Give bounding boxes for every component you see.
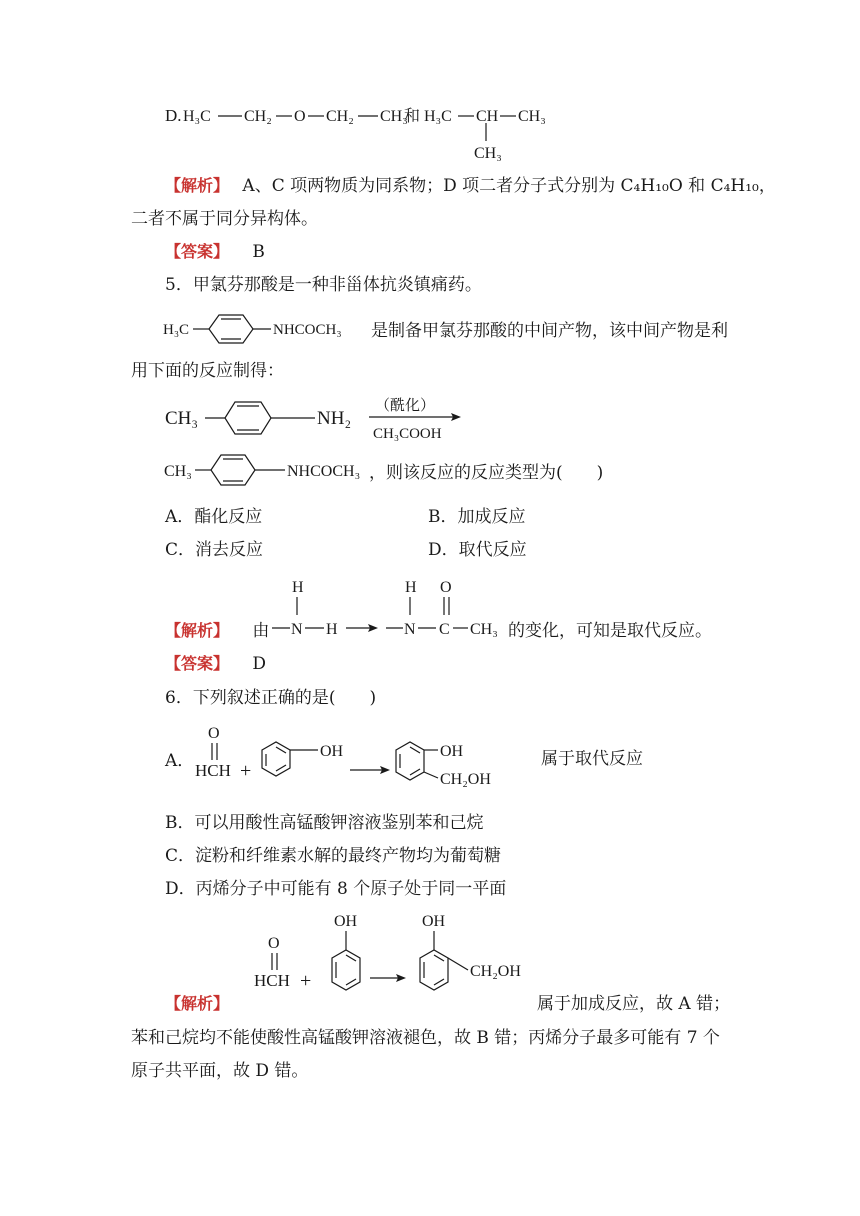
q6-option-b: B．可以用酸性高锰酸钾溶液鉴别苯和己烷 xyxy=(165,813,484,833)
q4-answer-line xyxy=(165,240,265,264)
q4-left-ch3: CH₃ xyxy=(380,108,408,125)
q5-analysis-by: 由 xyxy=(252,621,270,641)
q6-analysis-line-2: 苯和己烷均不能使酸性高锰酸钾溶液褪色，故 B 错；丙烯分子最多可能有 7 个 xyxy=(131,1028,720,1048)
q5-analysis-line xyxy=(165,619,269,643)
q6-option-a-prefix: A． xyxy=(165,751,195,771)
q5-cond-top: （酰化） xyxy=(375,398,436,414)
q4-analysis-text-1: A、C 项两物质为同系物；D 项二者分子式分别为 C₄H₁₀O 和 C₄H₁₀， xyxy=(242,176,776,196)
q6-an-product-oh: OH xyxy=(422,913,446,930)
q6-an-hcho-o: O xyxy=(268,935,280,952)
q5-option-d: D．取代反应 xyxy=(428,540,527,560)
q4-left-h3c: H₃C xyxy=(183,108,211,125)
q4-left-o: O xyxy=(294,108,306,125)
q6-option-d: D．丙烯分子中可能有 8 个原子处于同一平面 xyxy=(165,879,507,899)
q5-mech-c: C xyxy=(439,621,450,638)
q4-option-d-structures xyxy=(180,95,560,165)
q6-analysis-label: 【解析】 xyxy=(165,994,230,1013)
q5-reaction-scheme xyxy=(163,392,483,442)
q5-mech-n2: N xyxy=(404,621,416,638)
q5-answer: D xyxy=(252,654,267,674)
q5-option-a: A．酯化反应 xyxy=(165,507,263,527)
q5-stem-cont-1: 是制备甲氯芬那酸的中间产物，该中间产物是利 xyxy=(371,321,728,341)
q6a-hcho-hch: HCH xyxy=(195,761,231,780)
q5-mech-h-top2: H xyxy=(405,579,417,596)
q6-stem: 6．下列叙述正确的是( ) xyxy=(165,688,377,708)
q4-right-ch3: CH₃ xyxy=(518,108,546,125)
q6-an-product-ch2oh: CH₂OH xyxy=(470,963,521,980)
q5-stem-cont-3: ，则该反应的反应类型为( ) xyxy=(369,463,604,483)
q6-option-a-reaction xyxy=(190,716,520,796)
q5-product-nhcoch3: NHCOCH₃ xyxy=(287,463,361,480)
q4-answer-label: 【答案】 xyxy=(165,242,230,261)
q6a-reactant-oh: OH xyxy=(320,743,344,760)
q4-analysis-line-2: 二者不属于同分异构体。 xyxy=(131,209,318,229)
q5-cond-bottom: CH₃COOH xyxy=(373,426,442,442)
q5-option-b: B．加成反应 xyxy=(428,507,526,527)
q6a-plus: + xyxy=(240,760,252,782)
q4-analysis-label: 【解析】 xyxy=(165,176,230,195)
q5-reactant-nh2: NH₂ xyxy=(317,408,352,429)
q5-mechanism xyxy=(268,572,508,644)
q4-and: 和 xyxy=(404,108,421,125)
q6-an-reactant-oh: OH xyxy=(334,913,358,930)
q5-mech-h-top1: H xyxy=(292,579,304,596)
q4-left-ch2-a: CH₂ xyxy=(244,108,272,125)
q6-analysis-tail-1: 属于加成反应，故 A 错； xyxy=(537,994,731,1014)
q5-mech-n1: N xyxy=(291,621,303,638)
q5-reactant-ch3: CH₃ xyxy=(165,408,199,429)
q5-option-c: C．消去反应 xyxy=(165,540,264,560)
q5-mech-h1: H xyxy=(326,621,338,638)
q5-analysis-label: 【解析】 xyxy=(165,621,230,640)
q5-intermediate-h3c: H₃C xyxy=(163,322,190,338)
q5-intermediate-structure xyxy=(163,310,373,344)
q6-option-c: C．淀粉和纤维素水解的最终产物均为葡萄糖 xyxy=(165,846,502,866)
q5-stem: 5．甲氯芬那酸是一种非甾体抗炎镇痛药。 xyxy=(165,275,482,295)
q4-option-d-prefix: D. xyxy=(165,106,182,125)
q5-mech-o: O xyxy=(440,579,452,596)
q5-analysis-tail: 的变化，可知是取代反应。 xyxy=(508,621,712,641)
q5-mech-ch3: CH₃ xyxy=(470,621,498,638)
q4-analysis-line-1 xyxy=(165,174,776,198)
q5-stem-cont-2: 用下面的反应制得： xyxy=(131,361,284,381)
q5-product-ch3: CH₃ xyxy=(164,463,192,480)
q6a-hcho-o: O xyxy=(208,725,220,742)
q5-answer-line xyxy=(165,652,266,676)
q4-answer: B xyxy=(252,242,265,262)
q4-right-ch: CH xyxy=(476,108,499,125)
q6-analysis-line-1 xyxy=(165,992,229,1016)
q6-analysis-reaction xyxy=(250,906,540,1014)
q6a-product-ch2oh: CH₂OH xyxy=(440,771,491,788)
q5-intermediate-nhcoch3: NHCOCH₃ xyxy=(273,322,342,338)
q6-analysis-line-3: 原子共平面，故 D 错。 xyxy=(131,1061,309,1081)
q6a-product-oh: OH xyxy=(440,743,464,760)
q4-right-h3c: H₃C xyxy=(424,108,452,125)
q4-left-ch2-b: CH₂ xyxy=(326,108,354,125)
q6-option-a-tail: 属于取代反应 xyxy=(541,749,643,769)
q4-right-branch-ch3: CH₃ xyxy=(474,145,502,162)
q5-product-structure xyxy=(163,450,383,486)
q5-answer-label: 【答案】 xyxy=(165,654,230,673)
q6-an-plus: + xyxy=(300,970,312,992)
q6-an-hcho-hch: HCH xyxy=(254,971,290,990)
